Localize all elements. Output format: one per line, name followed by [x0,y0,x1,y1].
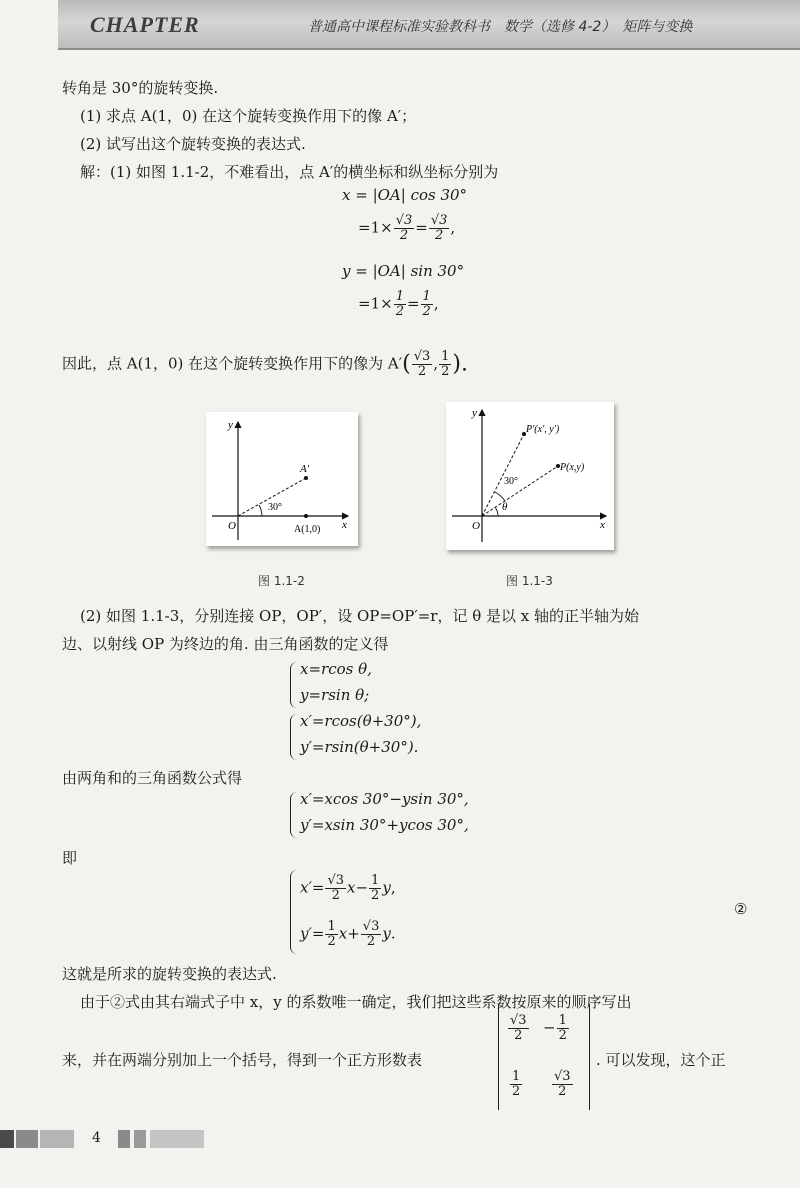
point-a-prime-label: A′ [300,463,310,475]
solution-2-line-b: 边、以射线 OP 为终边的角. 由三角函数的定义得 [62,635,389,653]
question-1: (1) 求点 A(1，0) 在这个旋转变换作用下的像 A′； [80,107,417,125]
footer-block-1 [0,1130,14,1148]
footer-block-6 [150,1130,204,1148]
figure-1-1-2 [206,412,358,546]
angle-arc [495,492,505,501]
system-1-line-b: y=rsin θ; [300,686,370,704]
conclusion-line: 这就是所求的旋转变换的表达式. [62,965,277,983]
system-2-line-a: x′=rcos(θ+30°), [300,712,422,730]
theta-arc [495,507,498,516]
brace-4 [290,870,297,954]
final-eq-y: y′= $\frac{1}{2}$ x+ $\frac{√3}{2}$ y. [300,919,396,949]
paragraph-line-c: . 可以发现，这个正 [596,1051,726,1069]
matrix-cell-12: − $\frac{1}{2}$ [543,1013,567,1043]
page-header [58,0,800,50]
two-angle-sum-line: 由两角和的三角函数公式得 [62,769,243,787]
paragraph-line-a: 由于②式由其右端式子中 x，y 的系数唯一确定，我们把这些系数按原来的顺序写出 [80,993,632,1011]
equation-label: ② [734,900,748,918]
solution-1-intro: 解：(1) 如图 1.1-2，不难看出，点 A′的横坐标和纵坐标分别为 [80,163,499,181]
point-p-prime-label: P′(x′, y′) [526,424,560,435]
question-2: (2) 试写出这个旋转变换的表达式. [80,135,306,153]
x-label: x [342,519,347,531]
angle-arc [259,505,262,516]
y-label: y [228,419,233,431]
matrix-cell-11: $\frac{√3}{2}$ [510,1013,527,1043]
figure-1-1-2-caption: 图 1.1-2 [258,574,305,588]
point-a [304,514,308,518]
book-title: 普通高中课程标准实验教科书 数学（选修 4-2） 矩阵与变换 [308,19,693,35]
footer-block-5 [134,1130,146,1148]
angle-label: 30° [504,476,518,487]
system-3-line-a: x′=xcos 30°−ysin 30°, [300,790,469,808]
x-label: x [600,519,605,531]
x-equation: x = |OA| cos 30° [342,186,468,204]
final-eq-x: x′= $\frac{√3}{2}$ x− $\frac{1}{2}$ y, [300,873,396,903]
ji-line: 即 [62,849,78,867]
origin-label: O [228,520,236,532]
intro-line: 转角是 30°的旋转变换. [62,79,219,97]
chapter-label: CHAPTER [90,12,200,37]
y-label: y [472,407,477,419]
point-a-label: A(1,0) [294,524,321,535]
brace-3 [290,792,297,838]
y-equation-value: =1× $\frac{1}{2}$ = $\frac{1}{2}$ , [358,289,439,319]
brace-1 [290,662,297,708]
footer-block-3 [40,1130,74,1148]
figure-1-1-2-graphic [206,412,358,546]
paragraph-line-b: 来，并在两端分别加上一个括号，得到一个正方形数表 [62,1051,423,1069]
origin-label: O [472,520,480,532]
system-1-line-a: x=rcos θ, [300,660,372,678]
footer-block-2 [16,1130,38,1148]
figure-1-1-3-caption: 图 1.1-3 [506,574,553,588]
theta-label: θ [502,501,508,513]
system-2-line-b: y′=rsin(θ+30°). [300,738,419,756]
rotation-matrix [498,1004,590,1110]
matrix-cell-22: $\frac{√3}{2}$ [554,1069,571,1099]
point-p-label: P(x,y) [560,462,585,473]
brace-2 [290,714,297,760]
footer-block-4 [118,1130,130,1148]
figure-1-1-3-graphic [446,402,614,550]
therefore-line: 因此，点 A(1，0) 在这个旋转变换作用下的像为 A′( $\frac{√3}{2}$ , $\frac{1}{2}$ ). [62,349,468,379]
matrix-cell-21: $\frac{1}{2}$ [512,1069,521,1099]
point-a-prime [304,476,308,480]
ray-op [482,466,558,516]
x-equation-value: =1× $\frac{√3}{2}$ = $\frac{√3}{2}$ , [358,213,456,243]
figure-1-1-3 [446,402,614,550]
angle-label: 30° [268,502,282,513]
y-equation: y = |OA| sin 30° [342,262,465,280]
page-number: 4 [92,1130,101,1146]
solution-2-line-a: (2) 如图 1.1-3，分别连接 OP，OP′，设 OP=OP′=r，记 θ 是以 x 轴的正半轴为始 [80,607,640,625]
system-3-line-b: y′=xsin 30°+ycos 30°, [300,816,469,834]
